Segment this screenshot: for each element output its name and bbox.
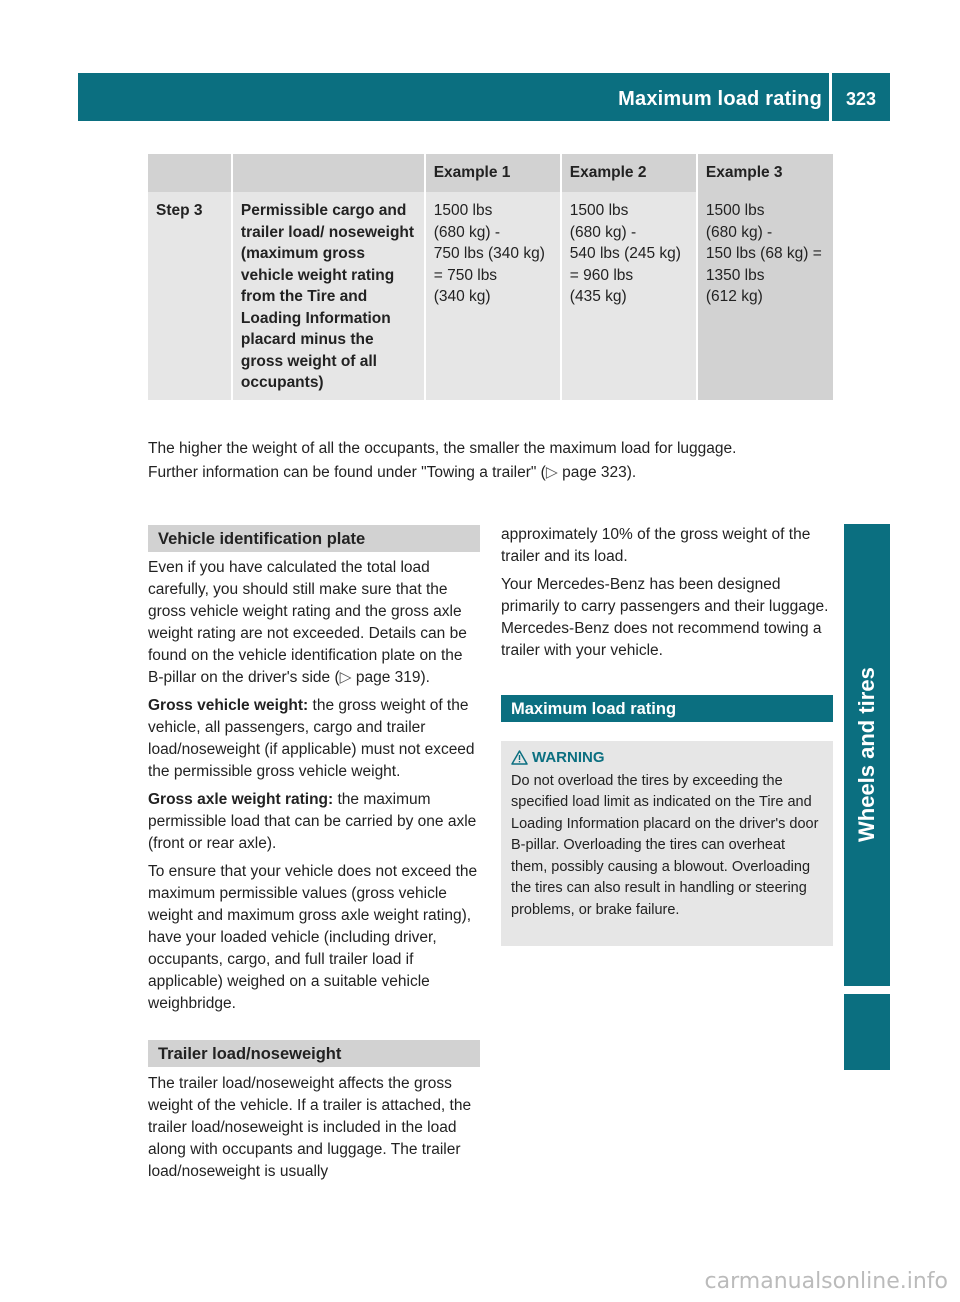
table-header-cell <box>232 154 425 192</box>
ex1-line: 750 lbs (340 kg) <box>433 245 545 262</box>
page-header <box>78 73 890 121</box>
ex3-line: 1350 lbs <box>705 266 765 284</box>
warning-header <box>511 747 825 769</box>
table-row <box>148 192 833 400</box>
chapter-tab: Wheels and tires <box>844 524 890 986</box>
weighbridge-paragraph: To ensure that your vehicle does not exceed the maximum permissible values (gross vehicle weight and maximum gross axle weight rating), have your loaded vehicle (including driver, occupants, cargo, and full trailer load if applicable) weighed on a suitable vehicle weighbridge. <box>148 863 478 1012</box>
section-heading-max-load: Maximum load rating <box>501 695 833 722</box>
ex3-line: (612 kg) <box>705 288 763 305</box>
warning-text: Do not overload the tires by exceeding the specified load limit as indicated on the Tire and Loading Information placard on the driver's door B-pillar. Overloading the tires can overheat them, possibly causing a blowout. Overloading the tires can also result in handling or steering problems, or brake failure. <box>511 772 819 918</box>
vehicle-plate-body <box>148 557 482 1021</box>
table-header-row <box>148 154 833 192</box>
section-heading-vehicle-plate: Vehicle identification plate <box>148 525 480 552</box>
gaw-label: Gross axle weight rating: <box>148 791 334 808</box>
ex1-line: (340 kg) <box>433 288 491 305</box>
page-ref-link[interactable]: page 319). <box>351 669 430 686</box>
ex3-line: 150 lbs (68 kg) = <box>705 245 822 262</box>
ex2-line: (435 kg) <box>569 288 627 305</box>
page-ref-arrow-icon: ▷ <box>545 464 558 481</box>
load-table <box>148 154 833 400</box>
table-cell-example-1 <box>425 192 561 400</box>
ex3-line: 1500 lbs <box>705 202 765 219</box>
intro-paragraph-1: The higher the weight of all the occupants, the smaller the maximum load for luggage. <box>148 440 737 457</box>
ex2-line: (680 kg) - <box>569 223 637 241</box>
body-text: the gross weight of the vehicle, all passengers, cargo and trailer load/noseweight (if applicable) must not exceed the permissible gross vehicle weight. <box>148 697 475 780</box>
chapter-tab-block <box>844 994 890 1070</box>
intro-paragraph-2 <box>148 462 838 484</box>
table-header-cell <box>148 154 232 192</box>
intro-page-ref-link[interactable]: page 323). <box>557 464 637 481</box>
section-heading-trailer: Trailer load/noseweight <box>148 1040 480 1067</box>
table-cell-step: Step 3 <box>148 192 232 400</box>
ex3-line: (680 kg) - <box>705 223 773 241</box>
body-text: Even if you have calculated the total load carefully, you should still make sure that the gross vehicle weight rating and the gross axle weight rating are not exceeded. Details can be found on the vehicle identification plate on the B-pillar on the driver's side ( <box>148 559 467 686</box>
page-number: 323 <box>845 89 877 109</box>
body-text: the maximum permissible load that can be carried by one axle (front or rear axle). <box>148 791 477 852</box>
ex1-line: = 750 lbs <box>433 266 498 284</box>
warning-triangle-icon <box>511 750 528 765</box>
warning-box <box>501 741 833 946</box>
gvw-label: Gross vehicle weight: <box>148 697 309 714</box>
gaw-paragraph <box>148 789 482 855</box>
table-cell-example-2 <box>561 192 697 400</box>
warning-label: WARNING <box>532 749 605 766</box>
page-title: Maximum load rating <box>618 88 822 110</box>
page-ref-arrow-icon: ▷ <box>339 669 352 686</box>
ex2-line: = 960 lbs <box>569 266 634 284</box>
ex2-line: 1500 lbs <box>569 202 629 219</box>
watermark: carmanualsonline.info <box>704 1269 948 1294</box>
table-header-example-1: Example 1 <box>425 154 561 192</box>
table-header-example-2: Example 2 <box>561 154 697 192</box>
ex2-line: 540 lbs (245 kg) <box>569 245 681 262</box>
ex1-line: 1500 lbs <box>433 202 493 219</box>
trailer-body <box>148 1073 482 1189</box>
right-paragraph-1: approximately 10% of the gross weight of the trailer and its load. <box>501 526 811 565</box>
right-column-body <box>501 524 835 668</box>
table-cell-description: Permissible cargo and trailer load/ noseweight (maximum gross vehicle weight rating from the Tire and Loading Information placard minus the gross weight of all occupants) <box>232 192 425 400</box>
ex1-line: (680 kg) - <box>433 223 501 241</box>
table-header-example-3: Example 3 <box>697 154 833 192</box>
right-paragraph-2: Your Mercedes-Benz has been designed primarily to carry passengers and their luggage. Mercedes-Benz does not recommend towing a trailer with your vehicle. <box>501 576 829 659</box>
gvw-paragraph <box>148 695 482 783</box>
intro-text: Further information can be found under "Towing a trailer" ( <box>148 464 546 481</box>
trailer-paragraph: The trailer load/noseweight affects the gross weight of the vehicle. If a trailer is attached, the trailer load/noseweight is included in the load along with occupants and luggage. The trailer load/noseweight is usually <box>148 1075 472 1180</box>
table-cell-example-3 <box>697 192 833 400</box>
vehicle-plate-paragraph <box>148 557 482 689</box>
